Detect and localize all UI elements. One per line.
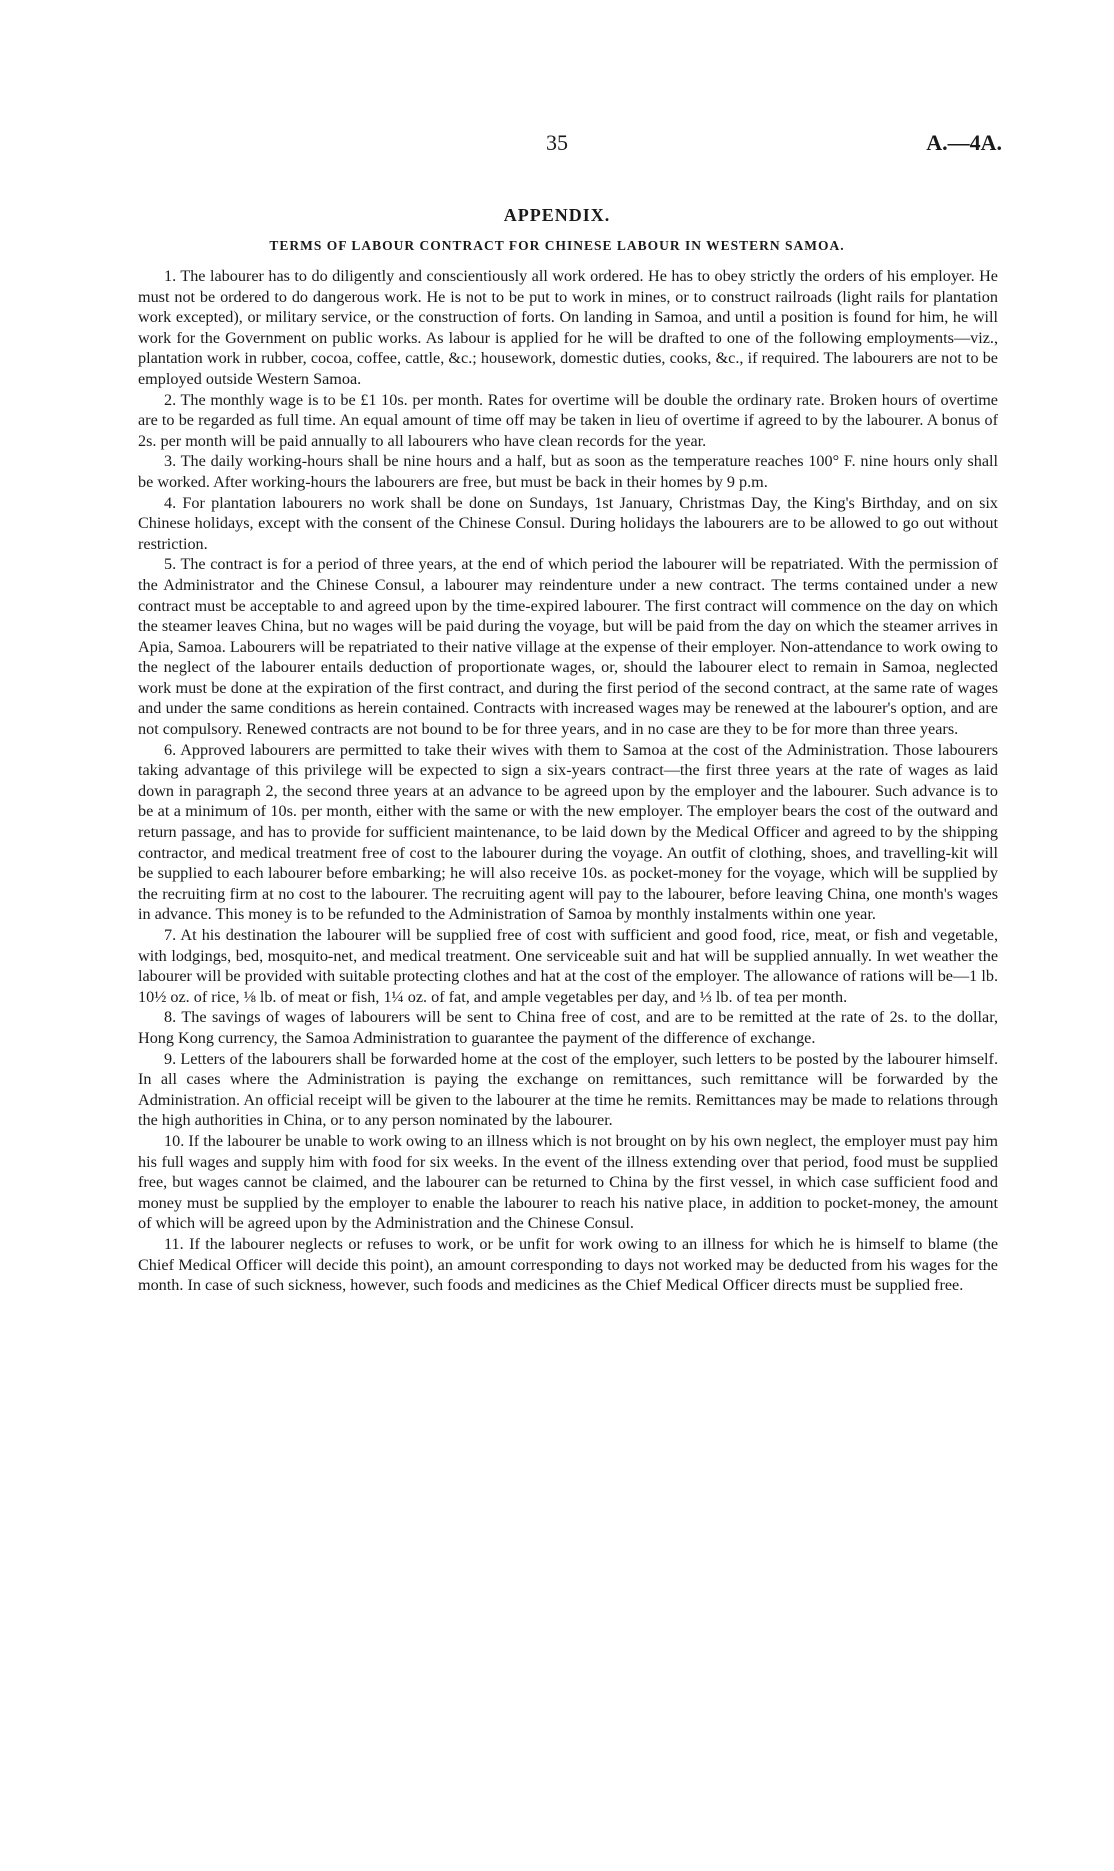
paragraph-2: 2. The monthly wage is to be £1 10s. per month. Rates for overtime will be double the ordinary rate. Broken hours of overtime are to be regarded as full time. An equal amount of time off may be taken in lieu of overtime if agreed to by the labourer. A bonus of 2s. per month will be paid annually to all labourers who have clean records for the year. (138, 390, 998, 450)
paragraph-11: 11. If the labourer neglects or refuses to work, or be unfit for work owing to an illness for which he is himself to blame (the Chief Medical Officer will decide this point), an amount corresponding to days not worked may be deducted from his wages for the month. In case of such sickness, however, such foods and medicines as the Chief Medical Officer directs must be supplied free. (138, 1234, 998, 1295)
contract-terms (138, 266, 998, 1296)
appendix-title: APPENDIX. (503, 205, 611, 225)
paragraph-1: 1. The labourer has to do diligently and conscientiously all work ordered. He has to obey strictly the orders of his employer. He must not be ordered to do dangerous work. He is not to be put to work in mines, or to construct railroads (light rails for plantation work excepted), or military service, or the construction of forts. On landing in Samoa, and until a position is found for him, he will work for the Government on public works. As labour is applied for he will be drafted to one of the following employments—viz., plantation work in rubber, cocoa, coffee, cattle, &c.; housework, domestic duties, cooks, &c., if required. The labourers are not to be employed outside Western Samoa. (138, 267, 998, 388)
contract-subtitle: TERMS OF LABOUR CONTRACT FOR CHINESE LABOUR IN WESTERN SAMOA. (269, 238, 845, 253)
paragraph-5: 5. The contract is for a period of three years, at the end of which period the labourer will be repatriated. With the permission of the Administrator and the Chinese Consul, a labourer may reindenture under a new contract. The terms contained under a new contract must be acceptable to and agreed upon by the time-expired labourer. The first contract will commence on the day on which the steamer leaves China, but no wages will be paid during the voyage, but will be paid from the day on which the steamer arrives in Apia, Samoa. Labourers will be repatriated to their native village at the expense of their employer. Non-attendance to work owing to the neglect of the labourer entails deduction of proportionate wages, or, should the labourer elect to remain in Samoa, neglected work must be done at the expiration of the first contract, and during the first period of the second contract, at the same rate of wages and under the same conditions as herein contained. Contracts with increased wages may be renewed at the labourer's option, and are not compulsory. Renewed contracts are not bound to be for three years, and in no case are they to be for more than three years. (138, 555, 998, 739)
paragraph-6: 6. Approved labourers are permitted to take their wives with them to Samoa at the cost of the Administration. Those labourers taking advantage of this privilege will be expected to sign a six-years contract—the first three years at the rate of wages as laid down in paragraph 2, the second three years at an advance to be agreed upon by the employer and the labourer. Such advance is to be at a minimum of 10s. per month, either with the same or with the new employer. The employer bears the cost of the outward and return passage, and has to provide for sufficient maintenance, to be laid down by the Medical Officer and agreed to by the shipping contractor, and medical treatment free of cost to the labourer during the voyage. An outfit of clothing, shoes, and travelling-kit will be supplied to each labourer before embarking; he will also receive 10s. as pocket-money for the voyage, which will be supplied by the recruiting firm at no cost to the labourer. The recruiting agent will pay to the labourer, before leaving China, one month's wages in advance. This money is to be refunded to the Administration of Samoa by monthly instalments within one year. (138, 740, 998, 924)
document-reference: A.—4A. (926, 130, 1002, 155)
paragraph-3: 3. The daily working-hours shall be nine hours and a half, but as soon as the temperature reaches 100° F. nine hours only shall be worked. After working-hours the labourers are free, but must be back in their homes by 9 p.m. (138, 452, 998, 491)
paragraph-9: 9. Letters of the labourers shall be forwarded home at the cost of the employer, such letters to be posted by the labourer himself. In all cases where the Administration is paying the exchange on remittances, such remittance will be forwarded by the Administration. An official receipt will be given to the labourer at the time he remits. Remittances may be made to relations through the high authorities in China, or to any person nominated by the labourer. (138, 1049, 998, 1130)
paragraph-7: 7. At his destination the labourer will be supplied free of cost with sufficient and good food, rice, meat, or fish and vegetable, with lodgings, bed, mosquito-net, and medical treatment. One serviceable suit and hat will be supplied annually. In wet weather the labourer will be provided with suitable protecting clothes and hat at the cost of the employer. The allowance of rations will be—1 lb. 10½ oz. of rice, ⅛ lb. of meat or fish, 1¼ oz. of fat, and ample vegetables per day, and ⅓ lb. of tea per month. (138, 926, 998, 1006)
page-number: 35 (546, 130, 568, 155)
paragraph-10: 10. If the labourer be unable to work owing to an illness which is not brought on by his own neglect, the employer must pay him his full wages and supply him with food for six weeks. In the event of the illness extending over that period, food must be supplied free, but wages cannot be claimed, and the labourer can be returned to China by the first vessel, in which case sufficient food and money must be supplied by the employer to enable the labourer to reach his native place, in addition to pocket-money, the amount of which will be agreed upon by the Administration and the Chinese Consul. (138, 1131, 998, 1233)
paragraph-8: 8. The savings of wages of labourers will be sent to China free of cost, and are to be remitted at the rate of 2s. to the dollar, Hong Kong currency, the Samoa Administration to guarantee the payment of the difference of exchange. (138, 1008, 998, 1047)
paragraph-4: 4. For plantation labourers no work shall be done on Sundays, 1st January, Christmas Day, the King's Birthday, and on six Chinese holidays, except with the consent of the Chinese Consul. During holidays the labourers are to be allowed to go out without restriction. (138, 493, 998, 553)
